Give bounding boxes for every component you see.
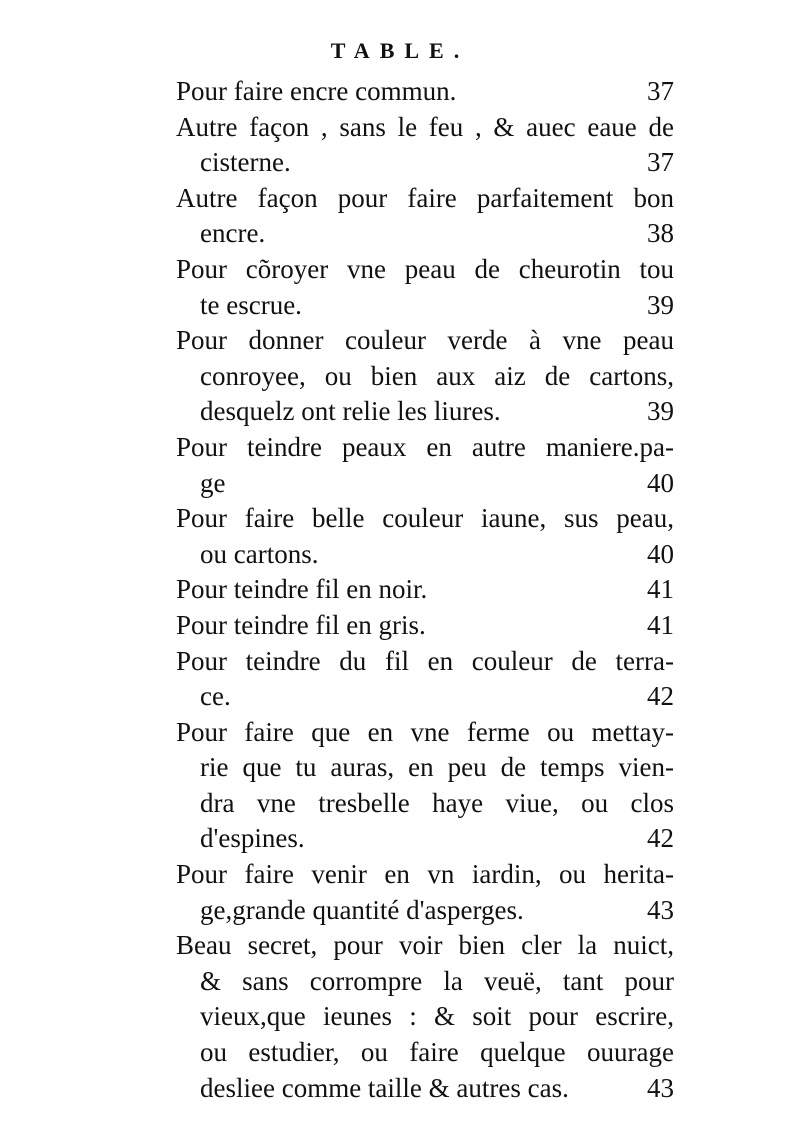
toc-entry-line: te escrue. [200,289,302,320]
toc-entry-line: ou estudier, ou faire quelque ouurage [200,1037,674,1068]
toc-entry [176,430,674,501]
toc-page-number: 42 [647,823,674,854]
toc-entry [176,252,674,323]
toc-page-number: 43 [647,894,674,925]
toc-entry [176,323,674,430]
toc-entry-line: Pour cõroyer vne peau de cheurotin tou [176,253,674,284]
toc-entry [176,501,674,572]
toc-entry-line: encre. [200,218,266,249]
toc-page-number: 38 [647,218,674,249]
toc-entry [176,110,674,181]
table-of-contents [176,74,674,1106]
toc-page-number: 42 [647,681,674,712]
toc-entry-line: Pour teindre du fil en couleur de terra- [176,645,674,676]
toc-page-number: 41 [647,609,674,640]
toc-entry-line: Autre façon pour faire parfaitement bon [176,182,674,213]
toc-entry [176,572,674,608]
toc-entry-line: Pour teindre fil en noir. [176,574,428,605]
toc-entry-line: Pour faire venir en vn iardin, ou herita- [176,859,674,890]
toc-entry-line: Pour faire belle couleur iaune, sus peau, [176,503,674,534]
toc-entry-line: rie que tu auras, en peu de temps vien- [200,752,674,783]
toc-entry-line: Pour faire que en vne ferme ou mettay- [176,716,674,747]
toc-entry-line: cisterne. [200,147,291,178]
toc-entry [176,715,674,857]
toc-entry-line: Pour donner couleur verde à vne peau [176,325,674,356]
toc-entry [176,644,674,715]
toc-entry [176,181,674,252]
toc-entry-line: Autre façon , sans le feu , & auec eaue de [176,111,674,142]
toc-page-number: 43 [647,1072,674,1103]
toc-entry-line: ge,grande quantité d'asperges. [200,894,524,925]
toc-entry-line: Pour teindre fil en gris. [176,609,426,640]
toc-entry-line: Pour faire encre commun. [176,76,457,106]
toc-entry-line: conroyee, ou bien aux aiz de cartons, [200,360,674,391]
toc-entry-line: ou cartons. [200,538,319,569]
toc-entry-line: vieux,que ieunes : & soit pour escrire, [200,1001,674,1032]
toc-entry-line: ge [200,467,226,498]
toc-entry-line: dra vne tresbelle haye viue, ou clos [200,787,674,818]
toc-entry [176,928,674,1106]
toc-entry [176,74,674,110]
toc-page-number: 39 [647,396,674,427]
toc-entry-line: Pour teindre peaux en autre maniere.pa- [176,431,674,462]
toc-entry-line: ce. [200,681,231,712]
toc-entry-line: Beau secret, pour voir bien cler la nuict, [176,930,674,961]
toc-page-number: 40 [647,538,674,569]
toc-page-number: 39 [647,289,674,320]
toc-entry-line: desliee comme taille & autres cas. [200,1072,569,1103]
toc-page-number: 40 [647,467,674,498]
toc-page-number: 37 [647,76,674,106]
toc-entry-line: desquelz ont relie les liures. [200,396,501,427]
toc-page-number: 41 [647,574,674,605]
running-head: TABLE. [330,38,470,63]
toc-entry [176,857,674,928]
toc-entry-line: d'espines. [200,823,305,854]
toc-entry [176,608,674,644]
toc-page-number: 37 [647,147,674,178]
toc-entry-line: & sans corrompre la veuë, tant pour [200,965,674,996]
